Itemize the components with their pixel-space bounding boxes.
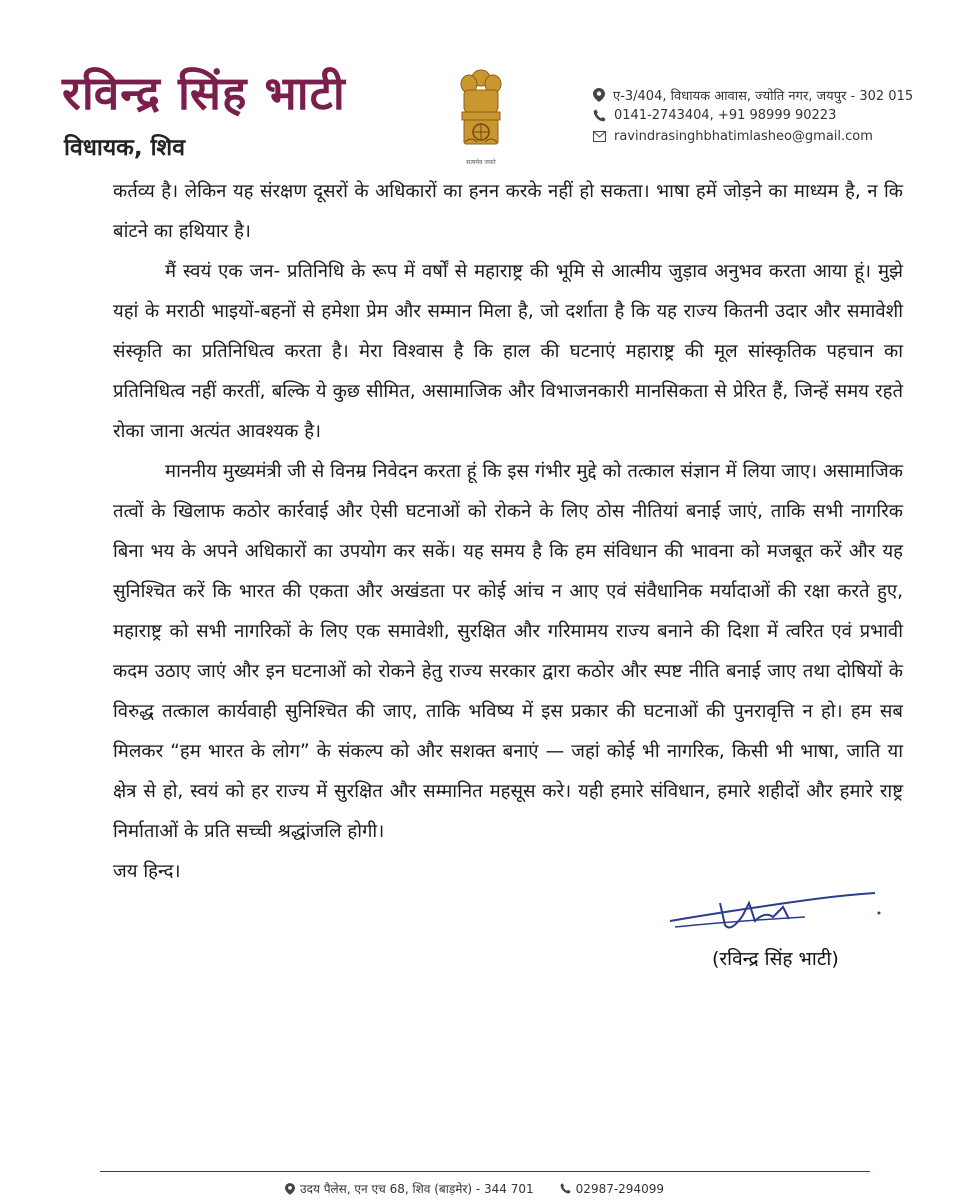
phone-icon bbox=[593, 109, 606, 122]
letter-body bbox=[113, 172, 903, 892]
footer bbox=[285, 1180, 664, 1197]
letterhead-name: रविन्द्र सिंह भाटी bbox=[62, 66, 346, 120]
location-pin-icon bbox=[285, 1183, 295, 1195]
email-icon bbox=[593, 131, 606, 142]
emblem-motto: सत्यमेव जयते bbox=[466, 159, 496, 166]
contact-phone[interactable]: 0141-2743404, +91 98999 90223 bbox=[614, 108, 837, 123]
contact-block bbox=[593, 84, 913, 147]
footer-phone[interactable]: 02987-294099 bbox=[575, 1181, 664, 1196]
paragraph-3: माननीय मुख्यमंत्री जी से विनम्र निवेदन करता हूं कि इस गंभीर मुद्दे को तत्काल संज्ञान में लिया जाए। असामाजिक तत्वों के खिलाफ कठोर कार्रवाई और ऐसी घटनाओं को रोकने के लिए ठोस नीतियां बनाई जाएं, ताकि सभी नागरिक बिना भय के अपने अधिकारों का उपयोग कर सकें। यह समय है कि हम संविधान की भावना को मजबूत करें और यह सुनिश्चित करें कि भारत की एकता और अखंडता पर कोई आंच न आए एवं संवैधानिक मर्यादाओं की रक्षा करते हुए, महाराष्ट्र को सभी नागरिकों के लिए एक समावेशी, सुरक्षित और गरिमामय राज्य बनाने की दिशा में त्वरित एवं प्रभावी कदम उठाए जाएं और इन घटनाओं को रोकने हेतु राज्य सरकार द्वारा कठोर और स्पष्ट नीति बनाई जाए तथा दोषियों के विरुद्ध तत्काल कार्यवाही सुनिश्चित की जाए, ताकि भविष्य में इस प्रकार की घटनाओं की पुनरावृत्ति न हो। हम सब मिलकर “हम भारत के लोग” के संकल्प को और सशक्त बनाएं — जहां कोई भी नागरिक, किसी भी भाषा, जाति या क्षेत्र से हो, स्वयं को हर राज्य में सुरक्षित और सम्मानित महसूस करे। यही हमारे संविधान, हमारे शहीदों और हमारे राष्ट्र निर्माताओं के प्रति सच्ची श्रद्धांजलि होगी। bbox=[113, 461, 903, 842]
footer-address: उदय पैलेस, एन एच 68, शिव (बाड़मेर) - 344 701 bbox=[300, 1182, 534, 1196]
contact-address: ए-3/404, विधायक आवास, ज्योति नगर, जयपुर - 302 015 bbox=[613, 88, 914, 104]
handwritten-signature-icon bbox=[665, 885, 885, 939]
contact-address-row bbox=[593, 84, 913, 105]
location-pin-icon bbox=[593, 88, 605, 102]
contact-email-row bbox=[593, 126, 913, 147]
national-emblem-icon bbox=[455, 68, 507, 160]
contact-phone-row bbox=[593, 105, 913, 126]
letterhead-designation: विधायक, शिव bbox=[64, 135, 185, 161]
closing-salutation: जय हिन्द। bbox=[113, 861, 181, 882]
paragraph-2: मैं स्वयं एक जन- प्रतिनिधि के रूप में वर्षों से महाराष्ट्र की भूमि से आत्मीय जुड़ाव अनुभव करता आया हूं। मुझे यहां के मराठी भाइयों-बहनों से हमेशा प्रेम और सम्मान मिला है, जो दर्शाता है कि यह राज्य कितनी उदार और समावेशी संस्कृति का प्रतिनिधित्व करता है। मेरा विश्वास है कि हाल की घटनाएं महाराष्ट्र की मूल सांस्कृतिक पहचान का प्रतिनिधित्व नहीं करतीं, बल्कि ये कुछ सीमित, असामाजिक और विभाजनकारी मानसिकता से प्रेरित हैं, जिन्हें समय रहते रोका जाना अत्यंत आवश्यक है। bbox=[113, 261, 903, 442]
contact-email[interactable]: ravindrasinghbhatimlasheo@gmail.com bbox=[614, 129, 873, 144]
paragraph-1: कर्तव्य है। लेकिन यह संरक्षण दूसरों के अधिकारों का हनन करके नहीं हो सकता। भाषा हमें जोड़ने का माध्यम है, न कि बांटने का हथियार है। bbox=[113, 181, 903, 242]
signatory-name: (रविन्द्र सिंह भाटी) bbox=[712, 948, 839, 970]
footer-divider bbox=[100, 1171, 870, 1172]
phone-icon bbox=[560, 1183, 571, 1194]
